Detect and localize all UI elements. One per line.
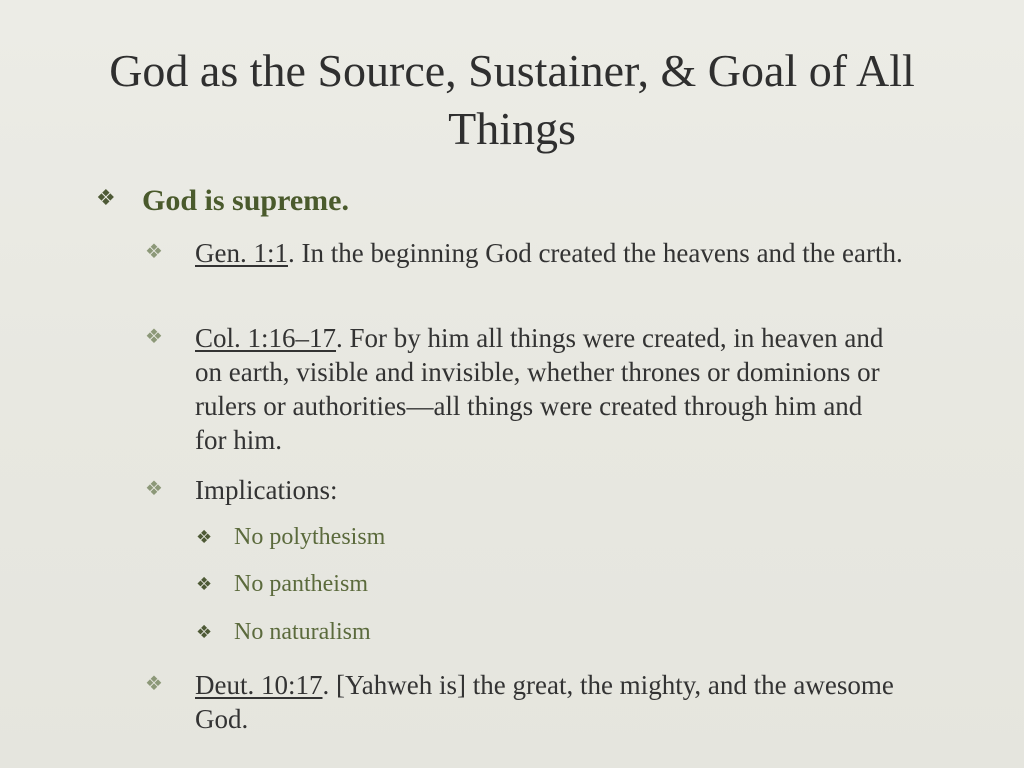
bullet-text: God is supreme. [142,184,349,217]
bullet-no-naturalism [196,619,371,646]
verse-text: . [Yahweh is] the great, the mighty, and the awesome God. [195,670,894,734]
bullet-god-is-supreme [96,184,349,218]
diamond-bullet-icon: ❖ [196,574,213,595]
diamond-bullet-icon: ❖ [145,671,163,695]
bullet-text: No pantheism [234,571,368,597]
bullet-col [145,321,895,457]
scripture-reference-link[interactable]: Deut. 10:17 [195,670,323,700]
bullet-text [195,236,955,270]
bullet-gen [145,236,955,270]
verse-text: . In the beginning God created the heavens and the earth. [287,238,903,268]
bullet-no-polytheism [196,524,385,551]
diamond-bullet-icon: ❖ [145,476,163,500]
diamond-bullet-icon: ❖ [145,324,163,348]
diamond-bullet-icon: ❖ [196,527,213,548]
bullet-deut [145,668,935,736]
diamond-bullet-icon: ❖ [96,186,116,211]
bullet-text [195,668,935,736]
bullet-text: No polythesism [234,524,386,550]
diamond-bullet-icon: ❖ [196,622,213,643]
bullet-text [195,321,895,457]
bullet-text: Implications: [195,475,338,505]
scripture-reference-link[interactable]: Col. 1:16–17 [195,323,337,353]
bullet-text: No naturalism [234,619,371,645]
scripture-reference-link[interactable]: Gen. 1:1 [195,238,288,268]
slide-title: God as the Source, Sustainer, & Goal of All Things [109,45,915,154]
bullet-implications [145,473,955,507]
diamond-bullet-icon: ❖ [145,239,163,263]
bullet-no-pantheism [196,571,368,598]
verse-text: . For by him all things were created, in heaven and on earth, visible and invisible, whether thrones or dominions or rulers or authorities—all things were created through him and for him. [195,323,884,455]
